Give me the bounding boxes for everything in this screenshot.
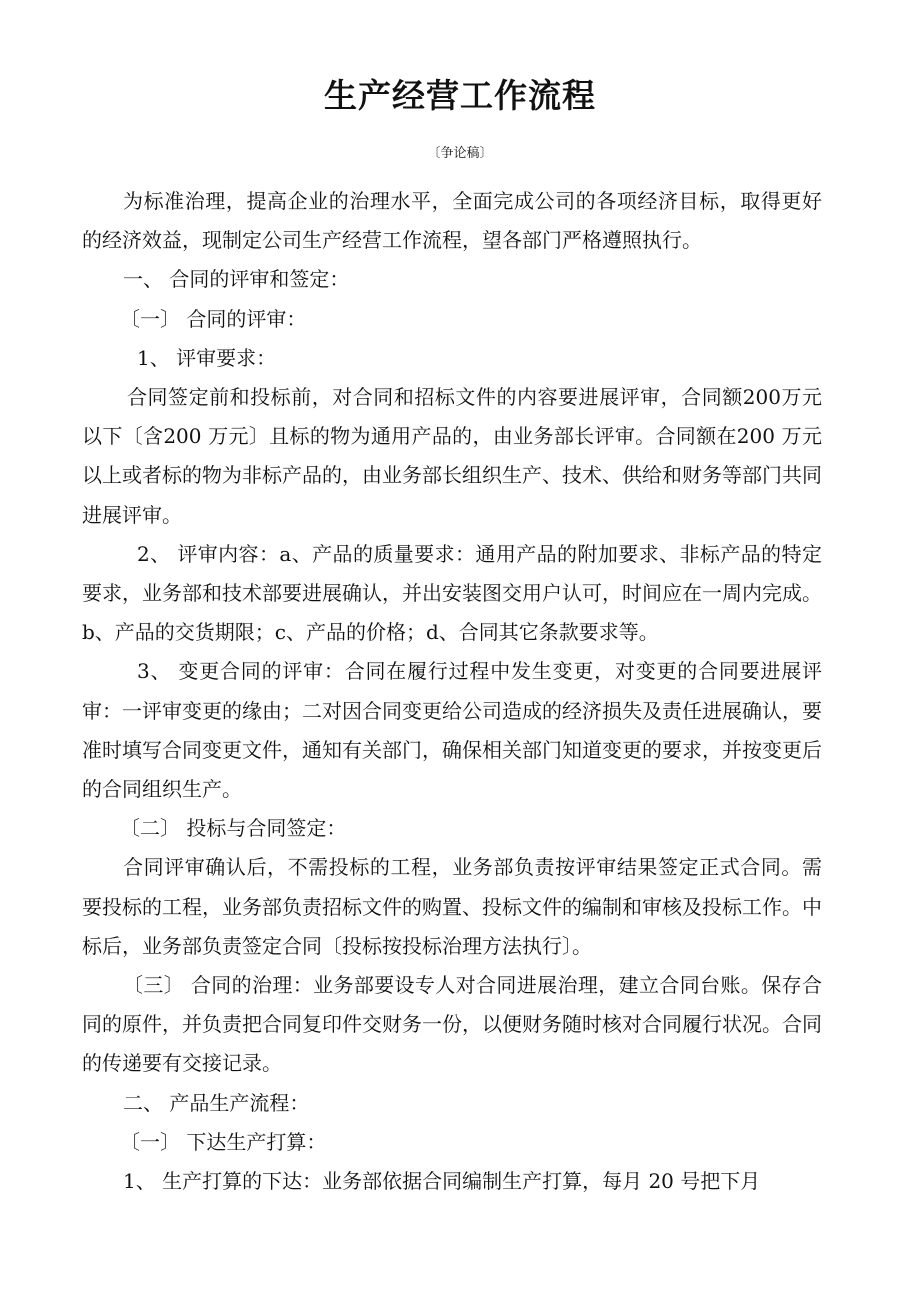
- document-title: 生产经营工作流程: [324, 76, 596, 115]
- document-subtitle: 〔争论稿〕: [427, 146, 493, 161]
- paragraph-change-review: 3、 变更合同的评审：合同在履行过程中发生变更，对变更的合同要进展评审：一评审变更的缘由；二对因合同变更给公司造成的经济损失及责任进展确认，要准时填写合同变更文件，通知有关部门，确保相关部门知道变更的要求，并按变更后的合同组织生产。: [82, 659, 822, 802]
- paragraph-review-requirements: 合同签定前和投标前，对合同和招标文件的内容要进展评审，合同额200万元以下〔含200 万元〕且标的物为通用产品的，由业务部长评审。合同额在200 万元以上或者标的物为非标产品的，由业务部长组织生产、技术、供给和财务等部门共同进展评审。: [82, 385, 822, 527]
- paragraph-bidding: 合同评审确认后，不需投标的工程，业务部负责按评审结果签定正式合同。需要投标的工程，业务部负责招标文件的购置、投标文件的编制和审核及投标工作。中标后，业务部负责签定合同〔投标按投标治理方法执行〕。: [82, 855, 822, 958]
- document-body: [82, 182, 822, 1201]
- paragraph-production-plan: 1、 生产打算的下达：业务部依据合同编制生产打算，每月 20 号把下月: [123, 1169, 761, 1194]
- section-heading-1: 一、 合同的评审和签定：: [123, 267, 350, 292]
- paragraph-contract-management: 〔三〕 合同的治理：业务部要设专人对合同进展治理，建立合同台账。保存合同的原件，并负责把合同复印件交财务一份，以便财务随时核对合同履行状况。合同的传递要有交接记录。: [82, 973, 822, 1076]
- intro-paragraph: 为标准治理，提高企业的治理水平，全面完成公司的各项经济目标，取得更好的经济效益，现制定公司生产经营工作流程，望各部门严格遵照执行。: [82, 189, 822, 253]
- item-heading-review-requirements: 1、 评审要求：: [137, 345, 277, 370]
- paragraph-review-content: 2、 评审内容：a、产品的质量要求：通用产品的附加要求、非标产品的特定要求，业务部和技术部要进展确认，并出安装图交用户认可，时间应在一周内完成。b、产品的交货期限；c、产品的价格；d、合同其它条款要求等。: [82, 541, 822, 645]
- subsection-heading-1-2: 〔二〕 投标与合同签定：: [120, 816, 347, 841]
- subsection-heading-2-1: 〔一〕 下达生产打算：: [120, 1129, 327, 1154]
- section-heading-2: 二、 产品生产流程：: [123, 1090, 310, 1115]
- subsection-heading-1-1: 〔一〕 合同的评审：: [120, 306, 307, 331]
